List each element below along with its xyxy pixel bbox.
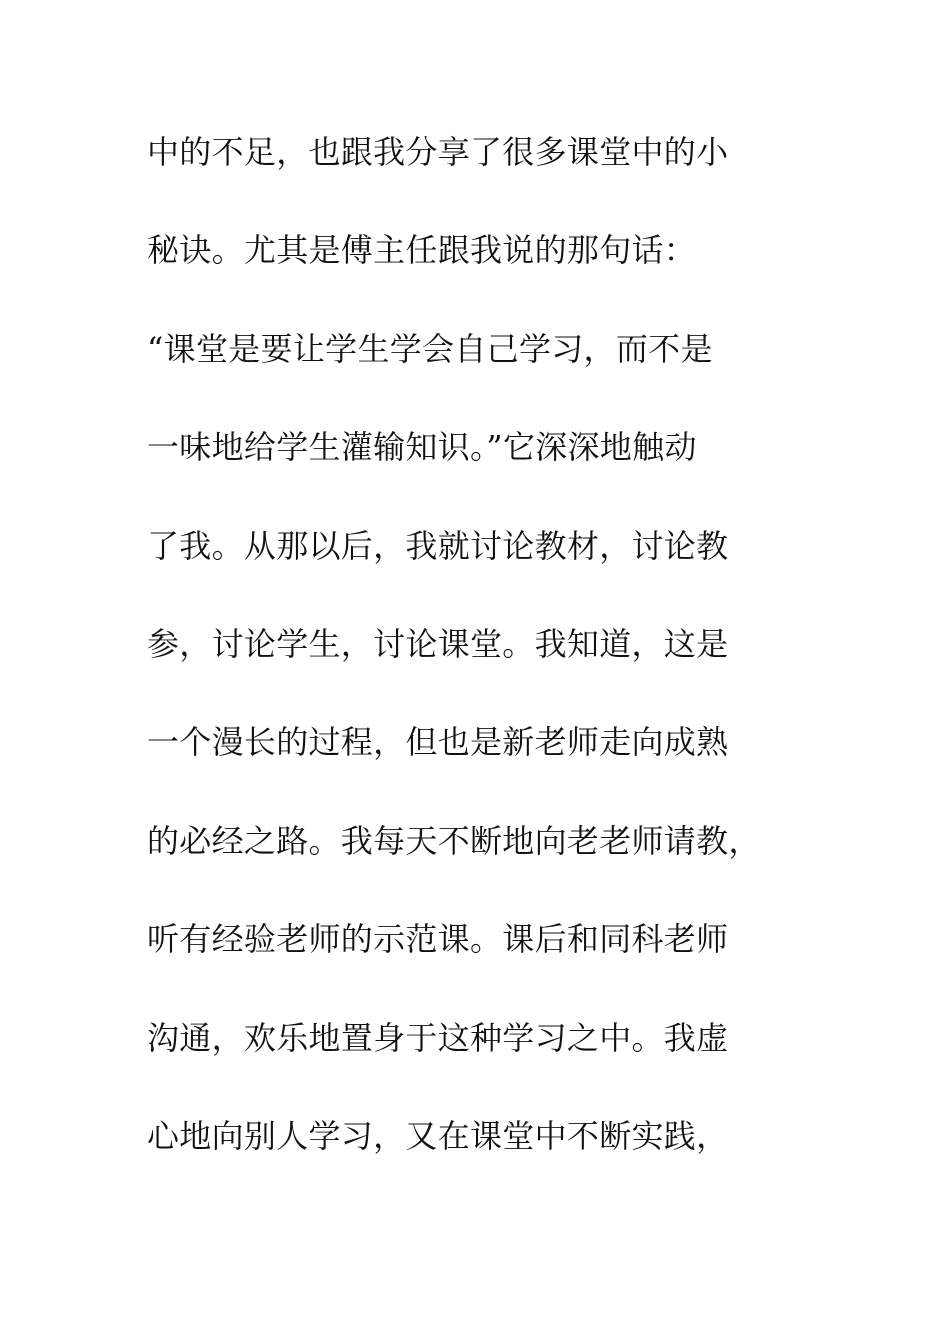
text-line: 的必经之路。我每天不断地向老老师请教， — [147, 821, 761, 860]
text-line: “课堂是要让学生学会自己学习，而不是 — [147, 329, 713, 368]
text-line: 秘诀。尤其是傅主任跟我说的那句话： — [147, 231, 697, 270]
text-line: 一个漫长的过程，但也是新老师走向成熟 — [147, 723, 729, 762]
text-line: 沟通，欢乐地置身于这种学习之中。我虚 — [147, 1018, 729, 1057]
text-line: 听有经验老师的示范课。课后和同科老师 — [147, 920, 729, 959]
text-line: 一味地给学生灌输知识。”它深深地触动 — [147, 428, 697, 467]
text-line: 中的不足，也跟我分享了很多课堂中的小 — [147, 133, 729, 171]
text-line: 参，讨论学生，讨论课堂。我知道，这是 — [147, 624, 729, 663]
text-line: 心地向别人学习，又在课堂中不断实践， — [147, 1116, 729, 1155]
body-text — [147, 122, 847, 1204]
text-line: 了我。从那以后，我就讨论教材，讨论教 — [147, 526, 729, 565]
